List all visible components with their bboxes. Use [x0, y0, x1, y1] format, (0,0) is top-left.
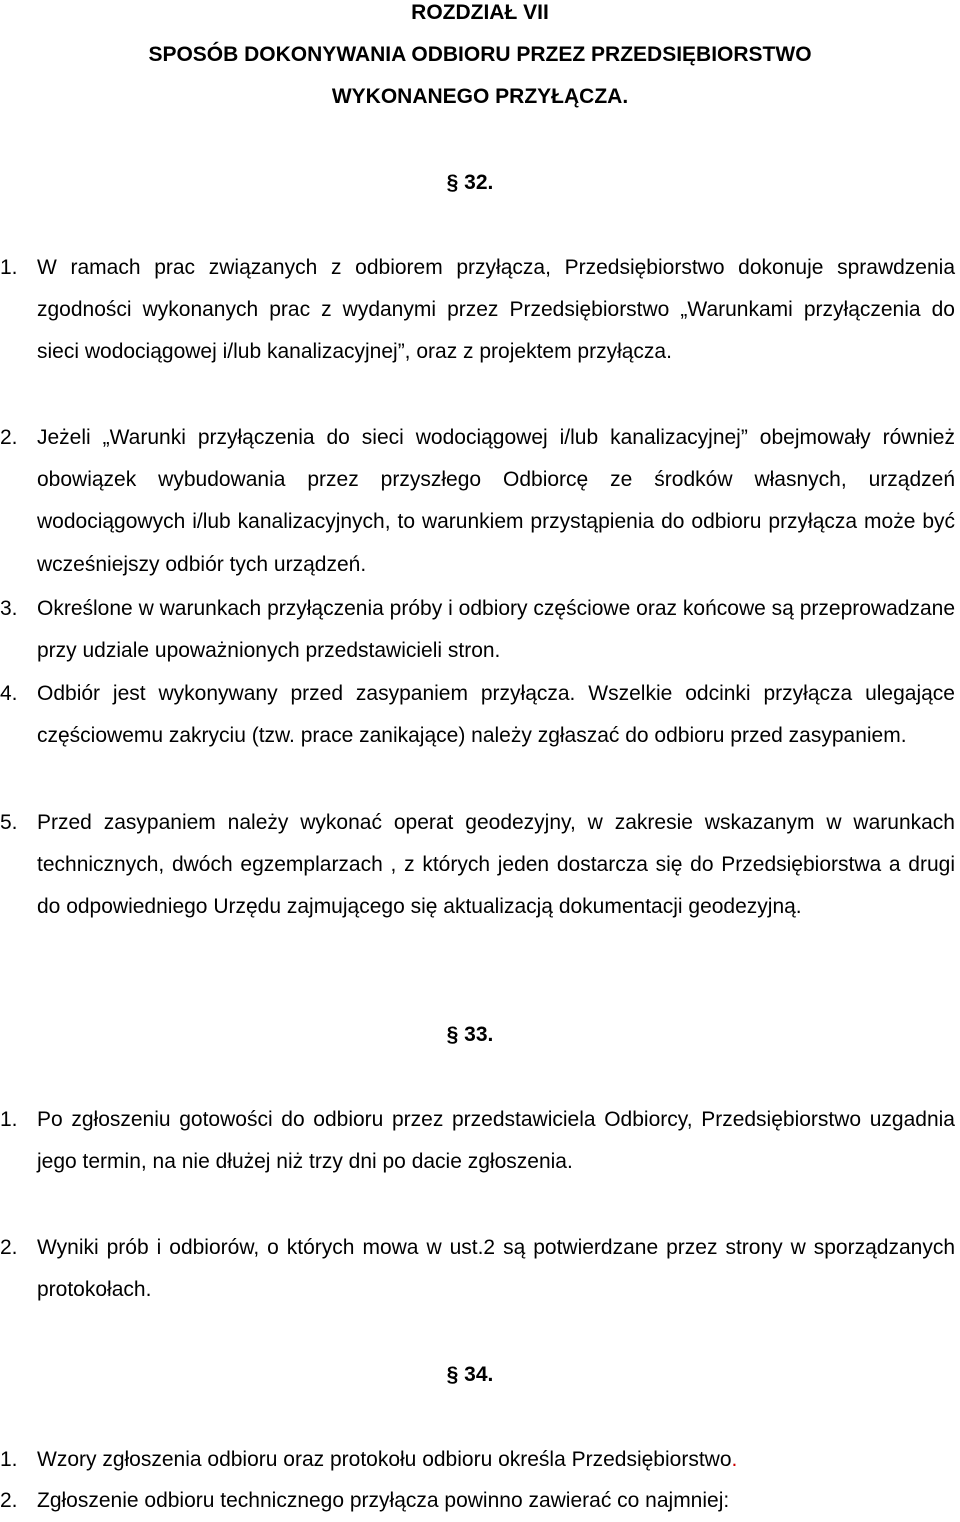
- item-number: 1.: [0, 1448, 18, 1471]
- section-34-title: § 34.: [446, 1363, 494, 1386]
- item-text: [37, 1439, 955, 1481]
- item-number: 2.: [0, 1489, 18, 1512]
- s34-item-1: [0, 1439, 955, 1481]
- item-text: Po zgłoszeniu gotowości do odbioru przez przedstawiciela Odbiorcy, Przedsiębiorstwo uzgadnia jego termin, na nie dłużej niż trzy dni po dacie zgłoszenia.: [37, 1108, 955, 1174]
- chapter-title-line2: WYKONANEGO PRZYŁĄCZA.: [331, 85, 629, 108]
- item-text: Jeżeli „Warunki przyłączenia do sieci wodociągowej i/lub kanalizacyjnej” obejmowały również obowiązek wybudowania przez przyszłego Odbiorcę ze środków własnych, urządzeń wodociągowych i/lub kanalizacyjnych, to warunkiem przystąpienia do odbioru przyłącza może być wcześniejszy odbiór tych urządzeń.: [37, 426, 955, 576]
- item-number: 2.: [0, 1236, 18, 1259]
- s32-item-2: [0, 417, 955, 586]
- item-text-main: Wzory zgłoszenia odbioru oraz protokołu odbioru określa Przedsiębiorstwo: [37, 1448, 732, 1471]
- section-33-title: § 33.: [446, 1023, 494, 1046]
- s34-item-2: [0, 1480, 955, 1522]
- chapter-number: ROZDZIAŁ VII: [411, 1, 549, 24]
- item-text: Określone w warunkach przyłączenia próby i odbiory częściowe oraz końcowe są przeprowadzane przy udziale upoważnionych przedstawicieli stron.: [37, 597, 955, 663]
- item-text-trailing: .: [731, 1448, 738, 1471]
- item-text: W ramach prac związanych z odbiorem przyłącza, Przedsiębiorstwo dokonuje sprawdzenia zgodności wykonanych prac z wydanymi przez Przedsiębiorstwo „Warunkami przyłączenia do sieci wodociągowej i/lub kanalizacyjnej”, oraz z projektem przyłącza.: [37, 256, 955, 364]
- item-text: Odbiór jest wykonywany przed zasypaniem przyłącza. Wszelkie odcinki przyłącza ulegające częściowemu zakryciu (tzw. prace zanikające) należy zgłaszać do odbioru przed zasypaniem.: [37, 682, 955, 748]
- s32-item-4: [0, 673, 955, 757]
- item-number: 1.: [0, 256, 18, 279]
- s32-item-5: [0, 802, 955, 929]
- item-text: Zgłoszenie odbioru technicznego przyłącza powinno zawierać co najmniej:: [37, 1489, 730, 1512]
- item-number: 1.: [0, 1108, 18, 1131]
- item-number: 5.: [0, 811, 18, 834]
- s32-item-3: [0, 588, 955, 672]
- s33-item-2: [0, 1227, 955, 1311]
- s33-item-1: [0, 1099, 955, 1183]
- section-32-title: § 32.: [446, 171, 494, 194]
- chapter-title-line1: SPOSÓB DOKONYWANIA ODBIORU PRZEZ PRZEDSIĘBIORSTWO: [148, 43, 812, 66]
- item-text: Przed zasypaniem należy wykonać operat geodezyjny, w zakresie wskazanym w warunkach technicznych, dwóch egzemplarzach , z których jeden dostarcza się do Przedsiębiorstwa a drugi do odpowiedniego Urzędu zajmującego się aktualizacją dokumentacji geodezyjną.: [37, 811, 955, 919]
- item-number: 3.: [0, 597, 18, 620]
- s32-item-1: [0, 247, 955, 374]
- item-number: 2.: [0, 426, 18, 449]
- item-number: 4.: [0, 682, 18, 705]
- item-text: Wyniki prób i odbiorów, o których mowa w ust.2 są potwierdzane przez strony w sporządzanych protokołach.: [37, 1236, 955, 1302]
